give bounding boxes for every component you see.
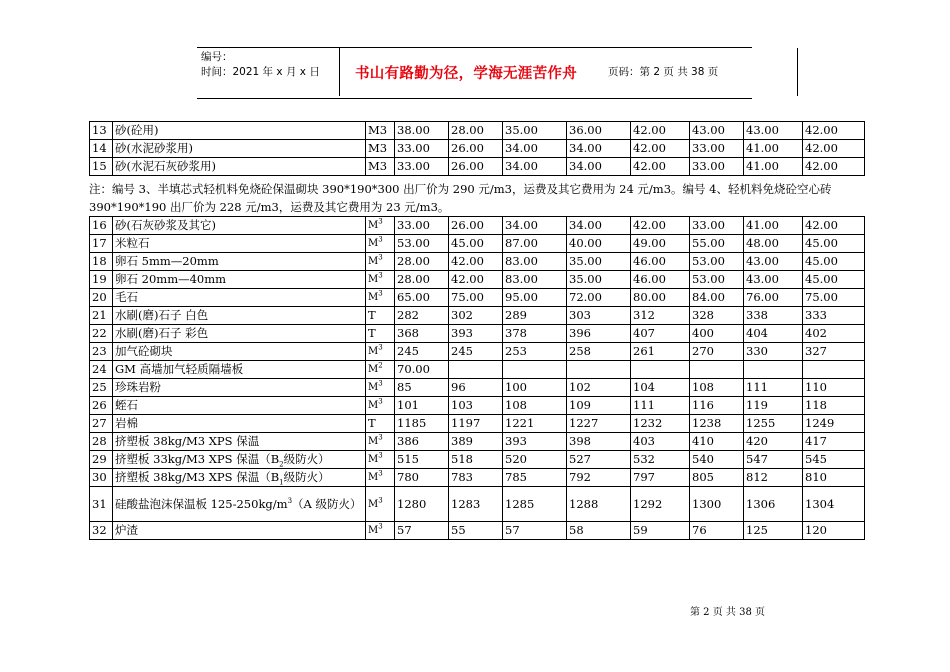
price-cell: 33.00 — [395, 217, 449, 235]
table-row — [90, 379, 865, 397]
material-name: 砂(砼用) — [113, 122, 366, 140]
page-label: 页码：第 2 页 共 38 页 — [608, 66, 719, 78]
price-cell: 797 — [631, 469, 690, 487]
price-cell: 53.00 — [690, 271, 744, 289]
price-cell: 84.00 — [690, 289, 744, 307]
price-cell — [449, 361, 503, 379]
table-row — [90, 361, 865, 379]
price-cell: 1280 — [395, 487, 449, 522]
row-number: 32 — [90, 522, 113, 540]
row-number: 25 — [90, 379, 113, 397]
price-cell: 45.00 — [803, 235, 865, 253]
unit-cell: $M^2$ — [366, 361, 395, 379]
price-cell: 368 — [395, 325, 449, 343]
unit-cell: $M^3$ — [366, 271, 395, 289]
price-cell: 540 — [690, 451, 744, 469]
price-cell: 34.00 — [503, 140, 567, 158]
price-cell: 28.00 — [449, 122, 503, 140]
unit-cell: $M^3$ — [366, 379, 395, 397]
price-cell: 1197 — [449, 415, 503, 433]
row-number: 26 — [90, 397, 113, 415]
material-name: 水刷(磨)石子 白色 — [113, 307, 366, 325]
price-cell: 520 — [503, 451, 567, 469]
price-cell: 41.00 — [744, 217, 803, 235]
table-row — [90, 343, 865, 361]
unit-cell: T — [366, 307, 395, 325]
table-row — [90, 469, 865, 487]
price-cell: 76.00 — [744, 289, 803, 307]
price-cell: 42.00 — [631, 122, 690, 140]
price-cell: 55 — [449, 522, 503, 540]
price-cell: 333 — [803, 307, 865, 325]
price-cell: 76 — [690, 522, 744, 540]
price-cell: 48.00 — [744, 235, 803, 253]
row-number: 28 — [90, 433, 113, 451]
price-cell: 43.00 — [690, 122, 744, 140]
price-cell: 785 — [503, 469, 567, 487]
number-label: 编号： — [201, 51, 233, 63]
price-cell: 34.00 — [567, 140, 631, 158]
price-cell: 26.00 — [449, 140, 503, 158]
price-cell: 1255 — [744, 415, 803, 433]
unit-cell: $M^3$ — [366, 289, 395, 307]
price-cell: 111 — [631, 397, 690, 415]
material-name: 卵石 20mm—40mm — [113, 271, 366, 289]
price-cell: 42.00 — [449, 271, 503, 289]
price-cell: 42.00 — [449, 253, 503, 271]
price-cell: 338 — [744, 307, 803, 325]
price-cell: 282 — [395, 307, 449, 325]
price-cell: 26.00 — [449, 158, 503, 176]
table-row — [90, 140, 865, 158]
material-name: 砂(水泥石灰砂浆用) — [113, 158, 366, 176]
price-cell: 289 — [503, 307, 567, 325]
material-name: 水刷(磨)石子 彩色 — [113, 325, 366, 343]
price-cell: 547 — [744, 451, 803, 469]
material-name: 加气砼砌块 — [113, 343, 366, 361]
table-row — [90, 433, 865, 451]
price-cell: 102 — [567, 379, 631, 397]
price-cell: 1249 — [803, 415, 865, 433]
price-cell: 1232 — [631, 415, 690, 433]
price-cell: 1288 — [567, 487, 631, 522]
row-number: 18 — [90, 253, 113, 271]
table-row — [90, 271, 865, 289]
price-cell: 58 — [567, 522, 631, 540]
unit-cell: $M^3$ — [366, 469, 395, 487]
row-number: 24 — [90, 361, 113, 379]
material-name: 岩棉 — [113, 415, 366, 433]
unit-cell: T — [366, 415, 395, 433]
price-cell — [803, 361, 865, 379]
price-cell: 33.00 — [690, 158, 744, 176]
price-cell: 258 — [567, 343, 631, 361]
price-cell: 805 — [690, 469, 744, 487]
price-cell: 1238 — [690, 415, 744, 433]
price-cell: 65.00 — [395, 289, 449, 307]
price-cell: 810 — [803, 469, 865, 487]
price-cell: 83.00 — [503, 253, 567, 271]
price-cell: 35.00 — [503, 122, 567, 140]
row-number: 15 — [90, 158, 113, 176]
price-cell: 42.00 — [803, 140, 865, 158]
price-cell: 1283 — [449, 487, 503, 522]
row-number: 30 — [90, 469, 113, 487]
price-cell: 35.00 — [567, 271, 631, 289]
price-cell: 75.00 — [449, 289, 503, 307]
price-cell: 108 — [503, 397, 567, 415]
price-cell: 389 — [449, 433, 503, 451]
material-name: 砂(石灰砂浆及其它) — [113, 217, 366, 235]
price-cell: 1304 — [803, 487, 865, 522]
price-cell: 33.00 — [395, 158, 449, 176]
table-row — [90, 522, 865, 540]
price-cell: 780 — [395, 469, 449, 487]
table-row — [90, 325, 865, 343]
price-cell: 53.00 — [395, 235, 449, 253]
row-number: 16 — [90, 217, 113, 235]
table-row — [90, 397, 865, 415]
price-cell: 1306 — [744, 487, 803, 522]
price-cell: 35.00 — [567, 253, 631, 271]
price-cell: 812 — [744, 469, 803, 487]
price-cell: 545 — [803, 451, 865, 469]
price-cell: 532 — [631, 451, 690, 469]
price-cell: 330 — [744, 343, 803, 361]
price-cell: 43.00 — [744, 122, 803, 140]
price-cell: 72.00 — [567, 289, 631, 307]
row-number: 23 — [90, 343, 113, 361]
price-cell — [567, 361, 631, 379]
table-row — [90, 451, 865, 469]
material-name: GM 高墙加气轻质隔墙板 — [113, 361, 366, 379]
row-number: 21 — [90, 307, 113, 325]
price-cell: 45.00 — [803, 271, 865, 289]
price-cell: 1300 — [690, 487, 744, 522]
price-cell: 245 — [395, 343, 449, 361]
price-cell: 420 — [744, 433, 803, 451]
price-cell: 46.00 — [631, 271, 690, 289]
price-cell: 45.00 — [449, 235, 503, 253]
price-cell: 34.00 — [503, 158, 567, 176]
material-name: 炉渣 — [113, 522, 366, 540]
price-cell: 302 — [449, 307, 503, 325]
unit-cell: $M^3$ — [366, 487, 395, 522]
price-cell: 36.00 — [567, 122, 631, 140]
unit-cell: $M^3$ — [366, 343, 395, 361]
price-cell: 42.00 — [803, 158, 865, 176]
price-cell: 402 — [803, 325, 865, 343]
unit-cell: M3 — [366, 140, 395, 158]
price-cell: 303 — [567, 307, 631, 325]
price-cell: 119 — [744, 397, 803, 415]
price-cell: 1292 — [631, 487, 690, 522]
price-cell: 417 — [803, 433, 865, 451]
price-cell: 792 — [567, 469, 631, 487]
material-name: 砂(水泥砂浆用) — [113, 140, 366, 158]
material-name: 挤塑板 38kg/M3 XPS 保温 — [113, 433, 366, 451]
price-cell: 110 — [803, 379, 865, 397]
price-cell: 378 — [503, 325, 567, 343]
price-cell: 33.00 — [690, 140, 744, 158]
price-cell: 261 — [631, 343, 690, 361]
unit-cell: M3 — [366, 122, 395, 140]
price-note: 注：编号 3、半填芯式轻机料免烧砼保温砌块 390*190*300 出厂价为 290 元/m3，运费及其它费用为 24 元/m3。编号 4、轻机料免烧砼空心砖 390*190*190 出厂价为 228 元/m3，运费及其它费用为 23 元/m3。 — [89, 182, 832, 214]
price-cell: 40.00 — [567, 235, 631, 253]
price-cell: 386 — [395, 433, 449, 451]
price-cell: 111 — [744, 379, 803, 397]
price-cell: 783 — [449, 469, 503, 487]
price-cell: 75.00 — [803, 289, 865, 307]
price-cell: 80.00 — [631, 289, 690, 307]
price-table-top — [89, 121, 865, 176]
row-number: 14 — [90, 140, 113, 158]
price-cell: 41.00 — [744, 158, 803, 176]
price-cell: 327 — [803, 343, 865, 361]
price-cell: 398 — [567, 433, 631, 451]
material-name: 硅酸盐泡沫保温板 $125-250kg/m^3(A$ 级防火） — [113, 487, 366, 522]
price-cell: 1185 — [395, 415, 449, 433]
time-label: 时间：2021 年 x 月 x 日 — [201, 66, 320, 78]
price-cell: 515 — [395, 451, 449, 469]
table-row — [90, 217, 865, 235]
price-cell: 38.00 — [395, 122, 449, 140]
price-cell: 245 — [449, 343, 503, 361]
price-cell: 53.00 — [690, 253, 744, 271]
price-cell: 518 — [449, 451, 503, 469]
price-cell: 42.00 — [631, 140, 690, 158]
price-cell: 270 — [690, 343, 744, 361]
price-cell: 33.00 — [395, 140, 449, 158]
material-name: 蛭石 — [113, 397, 366, 415]
price-cell: 43.00 — [744, 253, 803, 271]
price-cell: 108 — [690, 379, 744, 397]
price-cell — [631, 361, 690, 379]
price-cell: 42.00 — [631, 217, 690, 235]
price-cell: 403 — [631, 433, 690, 451]
header-motto: 书山有路勤为径，学海无涯苦作舟 — [355, 66, 577, 82]
price-cell: 26.00 — [449, 217, 503, 235]
price-cell — [503, 361, 567, 379]
price-cell: 410 — [690, 433, 744, 451]
row-number: 27 — [90, 415, 113, 433]
price-cell: 103 — [449, 397, 503, 415]
price-cell: 34.00 — [503, 217, 567, 235]
table-row — [90, 487, 865, 522]
material-name: 卵石 5mm—20mm — [113, 253, 366, 271]
price-cell: 109 — [567, 397, 631, 415]
table-row — [90, 289, 865, 307]
material-name: 挤塑板 33kg/M3 XPS 保温（$B_2$级防火） — [113, 451, 366, 469]
price-cell: 253 — [503, 343, 567, 361]
row-number: 17 — [90, 235, 113, 253]
price-cell: 43.00 — [744, 271, 803, 289]
price-cell: 393 — [449, 325, 503, 343]
material-name: 毛石 — [113, 289, 366, 307]
price-cell: 70.00 — [395, 361, 449, 379]
price-cell: 95.00 — [503, 289, 567, 307]
price-cell: 33.00 — [690, 217, 744, 235]
price-cell: 34.00 — [567, 217, 631, 235]
price-cell: 42.00 — [803, 217, 865, 235]
price-cell: 45.00 — [803, 253, 865, 271]
unit-cell: $M^3$ — [366, 397, 395, 415]
price-cell: 400 — [690, 325, 744, 343]
price-cell: 100 — [503, 379, 567, 397]
table-row — [90, 122, 865, 140]
price-cell: 96 — [449, 379, 503, 397]
price-cell: 85 — [395, 379, 449, 397]
price-cell: 407 — [631, 325, 690, 343]
unit-cell: $M^3$ — [366, 522, 395, 540]
table-row — [90, 253, 865, 271]
price-cell: 393 — [503, 433, 567, 451]
price-table-main — [89, 216, 865, 540]
price-cell: 1227 — [567, 415, 631, 433]
row-number: 22 — [90, 325, 113, 343]
unit-cell: M3 — [366, 158, 395, 176]
price-cell: 328 — [690, 307, 744, 325]
price-cell: 1285 — [503, 487, 567, 522]
table-row — [90, 415, 865, 433]
price-cell: 104 — [631, 379, 690, 397]
price-cell — [744, 361, 803, 379]
unit-cell: $M^3$ — [366, 433, 395, 451]
price-cell: 1221 — [503, 415, 567, 433]
price-cell: 396 — [567, 325, 631, 343]
price-cell: 42.00 — [631, 158, 690, 176]
table-row — [90, 158, 865, 176]
price-cell: 120 — [803, 522, 865, 540]
price-cell: 125 — [744, 522, 803, 540]
price-cell: 116 — [690, 397, 744, 415]
price-cell: 118 — [803, 397, 865, 415]
price-cell: 49.00 — [631, 235, 690, 253]
table-row — [90, 307, 865, 325]
price-cell — [690, 361, 744, 379]
row-number: 29 — [90, 451, 113, 469]
price-cell: 101 — [395, 397, 449, 415]
unit-cell: $M^3$ — [366, 451, 395, 469]
page-footer: 第 2 页 共 38 页 — [690, 607, 765, 618]
price-cell: 57 — [395, 522, 449, 540]
price-cell: 28.00 — [395, 253, 449, 271]
price-cell: 55.00 — [690, 235, 744, 253]
price-cell: 83.00 — [503, 271, 567, 289]
price-cell: 87.00 — [503, 235, 567, 253]
row-number: 31 — [90, 487, 113, 522]
row-number: 20 — [90, 289, 113, 307]
unit-cell: T — [366, 325, 395, 343]
price-cell: 28.00 — [395, 271, 449, 289]
material-name: 米粒石 — [113, 235, 366, 253]
price-cell: 41.00 — [744, 140, 803, 158]
unit-cell: $M^3$ — [366, 235, 395, 253]
price-cell: 46.00 — [631, 253, 690, 271]
price-cell: 57 — [503, 522, 567, 540]
row-number: 13 — [90, 122, 113, 140]
price-cell: 312 — [631, 307, 690, 325]
material-name: 珍珠岩粉 — [113, 379, 366, 397]
price-cell: 59 — [631, 522, 690, 540]
price-cell: 527 — [567, 451, 631, 469]
table-row — [90, 235, 865, 253]
unit-cell: $M^3$ — [366, 253, 395, 271]
unit-cell: $M^3$ — [366, 217, 395, 235]
price-cell: 42.00 — [803, 122, 865, 140]
price-cell: 404 — [744, 325, 803, 343]
material-name: 挤塑板 38kg/M3 XPS 保温（$B_1$级防火） — [113, 469, 366, 487]
price-cell: 34.00 — [567, 158, 631, 176]
row-number: 19 — [90, 271, 113, 289]
